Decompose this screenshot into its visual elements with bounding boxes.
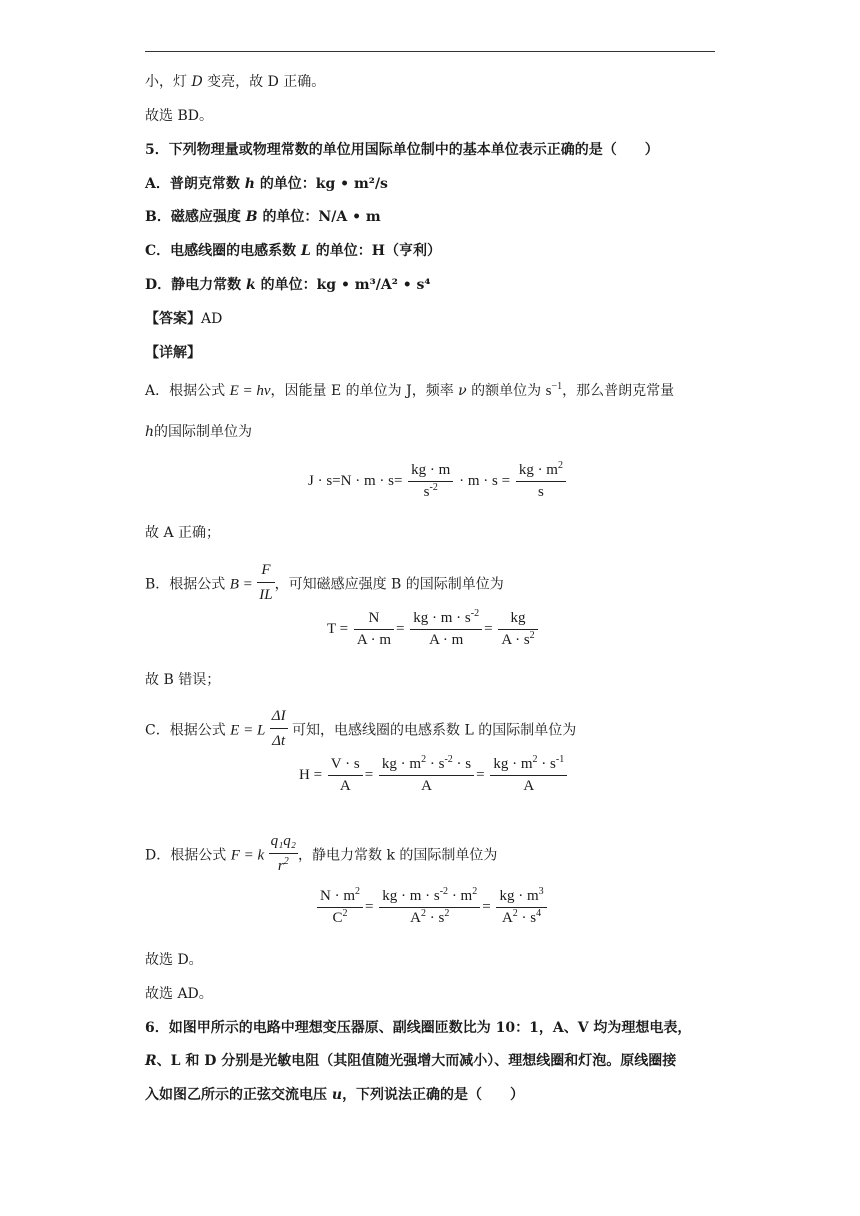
option-d-var: k: [246, 277, 256, 293]
eq-c-num-2: [379, 756, 474, 776]
formula-d-num: q₁q₂: [269, 830, 298, 854]
eq-d-den-3-a: A: [501, 910, 513, 926]
eq-d-den-1-exp: 2: [342, 908, 348, 919]
explain-d-conclusion: 故选 D。: [145, 952, 203, 968]
option-a-var: h: [244, 176, 255, 192]
eq-c-num-3-exp2: -1: [555, 754, 565, 765]
explain-a-text-4: ，那么普朗克常量: [562, 383, 675, 399]
formula-c-den: Δt: [272, 733, 286, 749]
eq-d-num-3-a: kg · m: [499, 888, 539, 904]
explain-c-line: [145, 707, 576, 754]
formula-c-frac: [270, 705, 288, 752]
prev-var-d: D: [191, 74, 203, 90]
answer-label: 【答案】: [145, 311, 201, 327]
explain-a-text-3: 的额单位为: [471, 383, 542, 399]
formula-d-frac: [269, 830, 298, 877]
eq-c-den-1: A: [339, 778, 351, 794]
eq-b-den-1: A · m: [356, 632, 392, 648]
final-answer: 故选 AD。: [145, 986, 213, 1002]
q5-option-b: [145, 207, 381, 227]
eq-d-frac-2: [379, 888, 480, 927]
explain-a-var-h: h: [145, 424, 155, 440]
eq-c-num-2-a: kg · m: [381, 756, 422, 772]
option-d-unit: 的单位：kg • m³/A² • s⁴: [260, 277, 431, 293]
prev-text-2: 变亮，故 D 正确。: [207, 74, 326, 90]
option-c-unit: 的单位：H（亨利）: [315, 243, 441, 259]
eq-d-den-3-exp1: 2: [512, 908, 518, 919]
eq-b-den-3: [498, 630, 537, 649]
option-a-unit: 的单位：kg • m²/s: [259, 176, 388, 192]
eq-a-num-1: kg · m: [408, 462, 453, 482]
eq-c-num-2-b: · s: [426, 756, 445, 772]
formula-b-num: F: [257, 559, 274, 583]
eq-a-lhs: J · s=N · m · s=: [308, 472, 403, 489]
explain-b-line: [145, 561, 504, 608]
q6-line-3-text-2: ，下列说法正确的是（ ）: [342, 1087, 525, 1103]
explain-b-text: B．根据公式: [145, 576, 226, 593]
eq-d-num-2-exp1: -2: [439, 886, 449, 897]
eq-d-den-3: [496, 908, 546, 927]
q6-line-3: [145, 1085, 524, 1105]
eq-d-den-3-exp2: 4: [536, 908, 542, 919]
eq-d-den-1: [317, 908, 363, 927]
eq-b-num-1: N: [354, 610, 394, 630]
prev-line-1: [145, 72, 325, 92]
explain-c-text: C．根据公式: [145, 722, 226, 739]
prev-line-2: 故选 BD。: [145, 108, 213, 124]
q5-answer: [145, 309, 222, 329]
eq-a-frac-2: [516, 462, 566, 501]
eq-a-den-1-base: s: [423, 484, 430, 500]
eq-c-num-2-exp1: 2: [421, 754, 427, 765]
eq-d-frac-1: [317, 888, 363, 927]
eq-d-frac-3: [496, 888, 546, 927]
q5-option-d: [145, 275, 431, 295]
equation-b: T = $\frac{N}{A \cdot m}$ = $\frac{kg \cdot m \cdot s^{-2}}{A \cdot m}$ = $\frac{kg}{A \cdot s^2}$: [327, 610, 540, 649]
explain-d-text: D．根据公式: [145, 847, 227, 864]
header-rule: [145, 51, 715, 52]
eq-d-num-2-b: · m: [448, 888, 473, 904]
equation-d: $\frac{N \cdot m^2}{C^2}$ = $\frac{kg \cdot m \cdot s^{-2} \cdot m^2}{A^2 \cdot s^2}$ = $\frac{kg \cdot m^3}{A^2 \cdot s^4}$: [315, 888, 549, 927]
explain-b-conclusion: 故 B 错误；: [145, 672, 221, 688]
eq-d-num-2: [379, 888, 480, 908]
eq-d-den-2: [379, 908, 480, 927]
eq-b-num-2-exp: -2: [470, 608, 480, 619]
equation-c: H = $\frac{V \cdot s}{A}$ = $\frac{kg \cdot m^2 \cdot s^{-2} \cdot s}{A}$ = $\frac{kg \cdot m^2 \cdot s^{-1}}{A}$: [299, 756, 569, 795]
eq-b-frac-1: [354, 610, 394, 649]
eq-a-den-1-exp: -2: [429, 482, 438, 493]
eq-c-num-2-exp2: -2: [444, 754, 453, 765]
eq-c-num-3-a: kg · m: [493, 756, 533, 772]
q6-var-r: R: [145, 1053, 157, 1069]
eq-c-num-3-b: · s: [537, 756, 556, 772]
eq-a-num-2-base: kg · m: [518, 462, 558, 478]
eq-b-num-2-base: kg · m · s: [413, 610, 471, 626]
eq-a-den-1: [408, 482, 453, 501]
eq-d-num-2-a: kg · m · s: [382, 888, 440, 904]
formula-c-lhs: E = L: [230, 722, 266, 739]
eq-d-num-1-exp: 2: [355, 886, 360, 897]
eq-b-frac-3: [498, 610, 537, 649]
unit-s-exp: −1: [551, 381, 563, 392]
q5-option-c: [145, 241, 441, 261]
formula-e-hv: E = hν: [229, 383, 271, 399]
eq-b-num-3: kg: [498, 610, 537, 630]
unit-s: s: [545, 383, 552, 399]
formula-b-den: IL: [259, 587, 273, 603]
explain-d-line: [145, 832, 497, 879]
q5-stem: 5．下列物理量或物理常数的单位用国际单位制中的基本单位表示正确的是（ ）: [145, 142, 659, 158]
explain-a-text-2: ，因能量 E 的单位为 J，频率: [270, 383, 454, 399]
eq-d-num-3-exp: 3: [538, 886, 544, 897]
option-c-var: L: [301, 243, 311, 259]
eq-d-den-1-base: C: [332, 910, 343, 926]
eq-b-frac-2: [410, 610, 482, 649]
eq-d-num-3: [496, 888, 546, 908]
q6-var-u: u: [331, 1087, 343, 1103]
explain-a-line-2: [145, 422, 252, 442]
option-d-text: D．静电力常数: [145, 277, 242, 293]
eq-c-num-3: [490, 756, 567, 776]
eq-b-den-3-exp: 2: [529, 630, 535, 641]
eq-a-den-2: s: [537, 484, 544, 500]
eq-c-frac-2: [379, 756, 474, 795]
eq-c-num-1: V · s: [328, 756, 363, 776]
eq-b-den-3-base: A · s: [501, 632, 530, 648]
formula-d-den-exp: 2: [283, 856, 289, 867]
q6-line-1: 6．如图甲所示的电路中理想变压器原、副线圈匝数比为 10：1，A、V 均为理想电表，: [145, 1020, 692, 1036]
eq-d-den-2-a: A: [410, 910, 421, 926]
eq-d-den-2-b: · s: [425, 910, 445, 926]
q6-line-2-text: 、L 和 D 分别是光敏电阻（其阻值随光强增大而减小）、理想线圈和灯泡。原线圈接: [156, 1053, 677, 1069]
eq-d-den-3-b: · s: [517, 910, 537, 926]
formula-c-num: ΔI: [270, 705, 288, 729]
formula-d-den-base: r: [277, 858, 284, 874]
eq-d-num-2-exp2: 2: [472, 886, 478, 897]
prev-text: 小，灯: [145, 74, 187, 90]
option-c-text: C．电感线圈的电感系数: [145, 243, 297, 259]
option-b-unit: 的单位：N/A • m: [262, 209, 381, 225]
q6-line-3-text: 入如图乙所示的正弦交流电压: [145, 1087, 327, 1103]
eq-d-den-2-exp1: 2: [420, 908, 426, 919]
eq-a-num-2: [516, 462, 566, 482]
formula-d-den: [269, 854, 298, 877]
eq-b-den-2: A · m: [429, 632, 464, 648]
explain-a-text: A．根据公式: [145, 383, 226, 399]
explain-a-text-5: 的国际制单位为: [154, 424, 253, 440]
eq-d-num-1: [317, 888, 363, 908]
eq-c-num-2-c: · s: [452, 756, 472, 772]
option-b-text: B．磁感应强度: [145, 209, 241, 225]
eq-c-lhs: H =: [299, 766, 323, 783]
explain-d-text-2: ，静电力常数 k 的国际制单位为: [298, 847, 498, 864]
q6-line-2: [145, 1051, 676, 1071]
eq-b-lhs: T =: [327, 620, 349, 637]
equation-a: [308, 462, 568, 501]
eq-a-frac-1: [408, 462, 453, 501]
eq-c-num-3-exp1: 2: [532, 754, 538, 765]
eq-c-frac-3: [490, 756, 567, 795]
q5-detail-label: 【详解】: [145, 345, 201, 361]
option-b-var: B: [245, 209, 258, 225]
eq-a-num-2-exp: 2: [557, 460, 563, 471]
formula-b-frac: [257, 559, 274, 606]
q5-option-a: [145, 174, 388, 194]
eq-d-num-1-a: N · m: [320, 888, 355, 904]
eq-a-mid: · m · s =: [459, 472, 511, 489]
explain-a-line-1: [145, 381, 674, 401]
option-a-text: A．普朗克常数: [145, 176, 240, 192]
eq-d-den-2-exp2: 2: [444, 908, 450, 919]
formula-b-lhs: B =: [229, 576, 253, 593]
formula-d-lhs: F = k: [230, 847, 265, 864]
explain-c-text-2: 可知，电感线圈的电感系数 L 的国际制单位为: [292, 722, 577, 739]
explain-a-conclusion: 故 A 正确；: [145, 525, 221, 541]
eq-c-den-3: A: [523, 778, 535, 794]
explain-b-text-2: ，可知磁感应强度 B 的国际制单位为: [274, 576, 504, 593]
eq-b-num-2: [410, 610, 482, 630]
eq-c-den-2: A: [421, 778, 432, 794]
eq-c-frac-1: [328, 756, 363, 795]
unit-per-second: [546, 383, 562, 399]
answer-value: AD: [201, 311, 223, 327]
nu-symbol: ν: [458, 383, 467, 399]
